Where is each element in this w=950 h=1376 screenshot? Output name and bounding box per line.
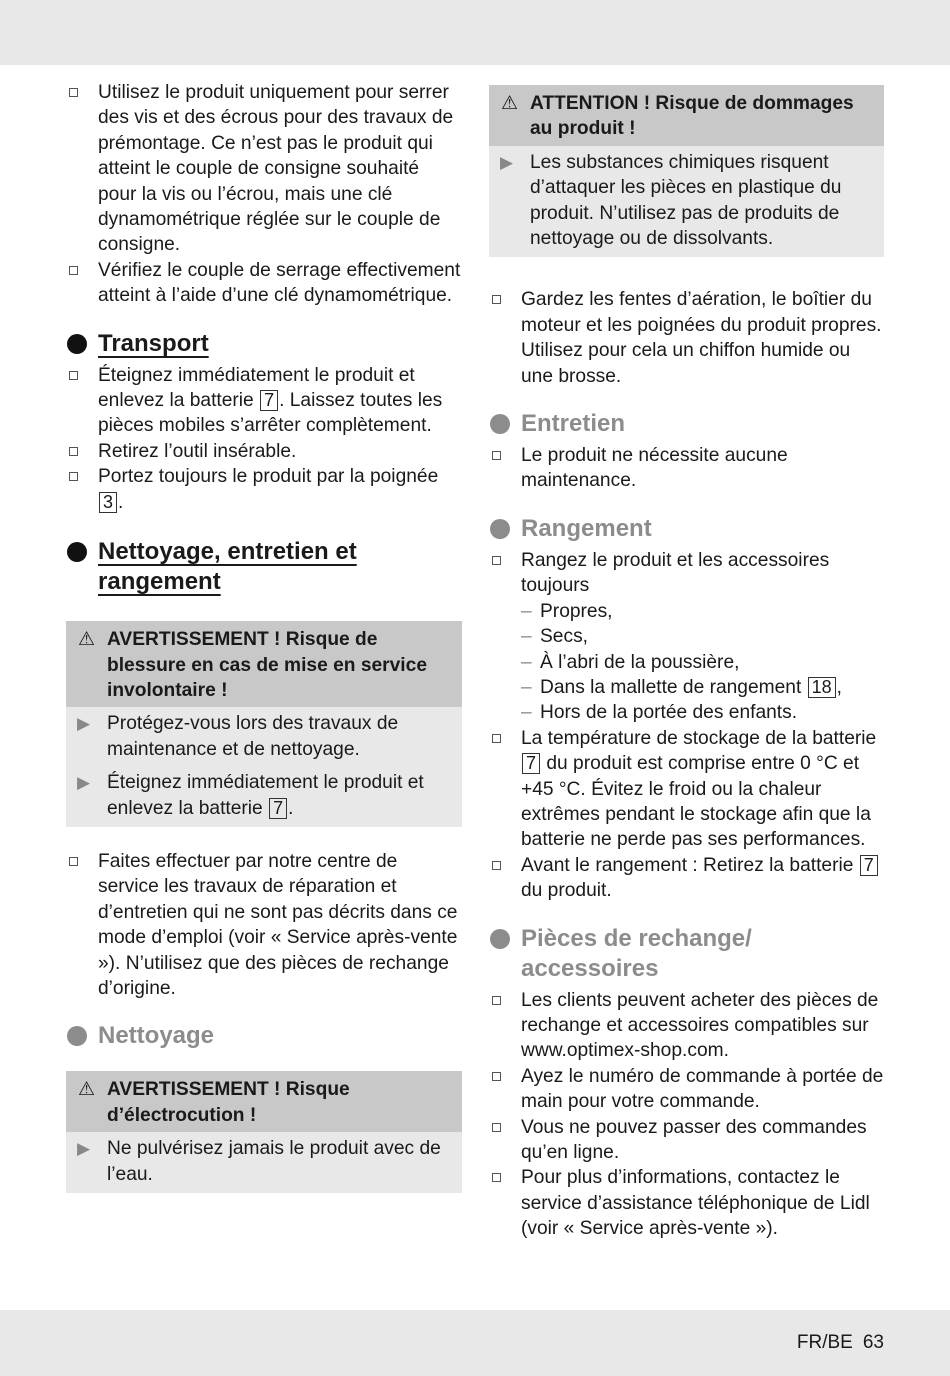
list-item: La température de stockage de la batterie 7 du produit est comprise entre 0 °C et +45 °C. Évitez le froid ou la chaleur extrêmes pendant le stockage afin que la batterie ne perde pas ses performances. [489,726,884,853]
arrow-right-icon: ▶ [77,714,91,734]
list-item: Ayez le numéro de commande à portée de main pour votre commande. [489,1064,884,1115]
dash-icon: – [521,676,532,698]
sub-item: – Hors de la portée des enfants. [489,700,884,725]
page-footer [797,1332,884,1354]
list-item: Le produit ne nécessite aucune maintenance. [489,443,884,494]
dash-icon: – [521,626,532,648]
bullet-dot-icon [490,929,510,949]
warning-triangle-icon: ⚠ [78,1079,96,1101]
part-reference: 7 [860,855,878,876]
warning-title: ⚠ AVERTISSEMENT ! Risque de blessure en cas de mise en service involontaire ! [66,621,462,707]
checkbox-bullet-icon [492,295,501,304]
warning-triangle-icon: ⚠ [501,93,519,114]
bullet-dot-icon [490,414,510,434]
sub-item: – Secs, [489,624,884,649]
attention-box [489,85,884,257]
list-item: Éteignez immédiatement le produit et enlevez la batterie 7 . Laissez toutes les pièces mobiles s’arrêter complètement. [66,363,462,439]
checkbox-bullet-icon [492,451,501,460]
checkbox-bullet-icon [69,472,78,481]
heading-rangement: Rangement [489,514,884,544]
checkbox-bullet-icon [69,447,78,456]
bullet-dot-icon [67,1026,87,1046]
heading-nettoyage: Nettoyage [66,1021,462,1051]
warning-item: ▶ Ne pulvérisez jamais le produit avec de l’eau. [77,1138,441,1185]
part-reference: 18 [808,677,836,698]
list-item: Gardez les fentes d’aération, le boîtier du moteur et les poignées du produit propres. Utilisez pour cela un chiffon humide ou une brosse. [489,287,884,389]
warning-title: ⚠ AVERTISSEMENT ! Risque d’électrocution ! [66,1071,462,1132]
warning-triangle-icon: ⚠ [78,629,96,651]
dash-icon: – [521,600,532,622]
sub-item: – Propres, [489,599,884,624]
list-item: Rangez le produit et les accessoires toujours [489,548,884,599]
heading-nettoyage-entretien-rangement: Nettoyage, entretien et rangement [66,537,462,597]
part-reference: 7 [269,798,287,819]
checkbox-bullet-icon [492,734,501,743]
warning-box [66,621,462,827]
list-item: Utilisez le produit uniquement pour serrer des vis et des écrous pour des travaux de prémontage. Ce n’est pas le produit qui atteint le couple de consigne souhaité pour la vis ou l’écrou, mais une clé dynamométrique réglée sur le couple de consigne. [66,80,462,258]
list-item: Vérifiez le couple de serrage effectivement atteint à l’aide d’une clé dynamométrique. [66,258,462,309]
list-item: Pour plus d’informations, contactez le service d’assistance téléphonique de Lidl (voir « Service après-vente »). [489,1165,884,1241]
sub-item: – Dans la mallette de rangement 18 , [489,675,884,700]
page-number: 63 [862,1332,884,1353]
bullet-dot-icon [490,519,510,539]
arrow-right-icon: ▶ [77,773,91,793]
checkbox-bullet-icon [69,371,78,380]
list-item: Faites effectuer par notre centre de service les travaux de réparation et d’entretien qui ne sont pas décrits dans ce mode d’emploi (voir « Service après-vente »). N’utilisez que des pièces de rechange d’origine. [66,849,462,1001]
warning-item: ▶ Éteignez immédiatement le produit et enlevez la batterie 7 . [77,772,424,819]
bullet-dot-icon [67,334,87,354]
checkbox-bullet-icon [69,88,78,97]
top-band [0,0,950,65]
list-item: Les clients peuvent acheter des pièces de rechange et accessoires compatibles sur www.optimex-shop.com. [489,988,884,1064]
warning-box [66,1071,462,1193]
heading-pieces-de-rechange: Pièces de rechange/ accessoires [489,924,884,984]
part-reference: 7 [260,390,278,411]
list-item: Avant le rangement : Retirez la batterie 7 du produit. [489,853,884,904]
arrow-right-icon: ▶ [77,1139,91,1159]
part-reference: 7 [522,753,540,774]
list-item: Portez toujours le produit par la poignée 3 . [66,464,462,515]
heading-entretien: Entretien [489,409,884,439]
heading-transport: Transport [66,329,462,359]
checkbox-bullet-icon [492,1123,501,1132]
attention-title: ⚠ ATTENTION ! Risque de dommages au produit ! [489,85,884,146]
dash-icon: – [521,651,532,673]
right-column [489,85,884,1242]
dash-icon: – [521,702,532,724]
checkbox-bullet-icon [492,861,501,870]
sub-item: – À l’abri de la poussière, [489,650,884,675]
attention-item: ▶ Les substances chimiques risquent d’attaquer les pièces en plastique du produit. N’utilisez pas de produits de nettoyage ou de dissolvants. [500,151,842,250]
checkbox-bullet-icon [492,556,501,565]
footer-language: FR/BE [796,1332,853,1353]
checkbox-bullet-icon [69,266,78,275]
list-item: Retirez l’outil insérable. [66,439,462,464]
warning-item: ▶ Protégez-vous lors des travaux de maintenance et de nettoyage. [77,713,399,760]
warning-body [66,1132,462,1193]
part-reference: 3 [99,492,117,513]
warning-body [66,707,462,827]
checkbox-bullet-icon [492,996,501,1005]
checkbox-bullet-icon [492,1173,501,1182]
checkbox-bullet-icon [69,857,78,866]
checkbox-bullet-icon [492,1072,501,1081]
list-item: Vous ne pouvez passer des commandes qu’en ligne. [489,1115,884,1166]
arrow-right-icon: ▶ [500,152,514,172]
attention-body [489,146,884,258]
left-column [66,80,462,1215]
bullet-dot-icon [67,542,87,562]
